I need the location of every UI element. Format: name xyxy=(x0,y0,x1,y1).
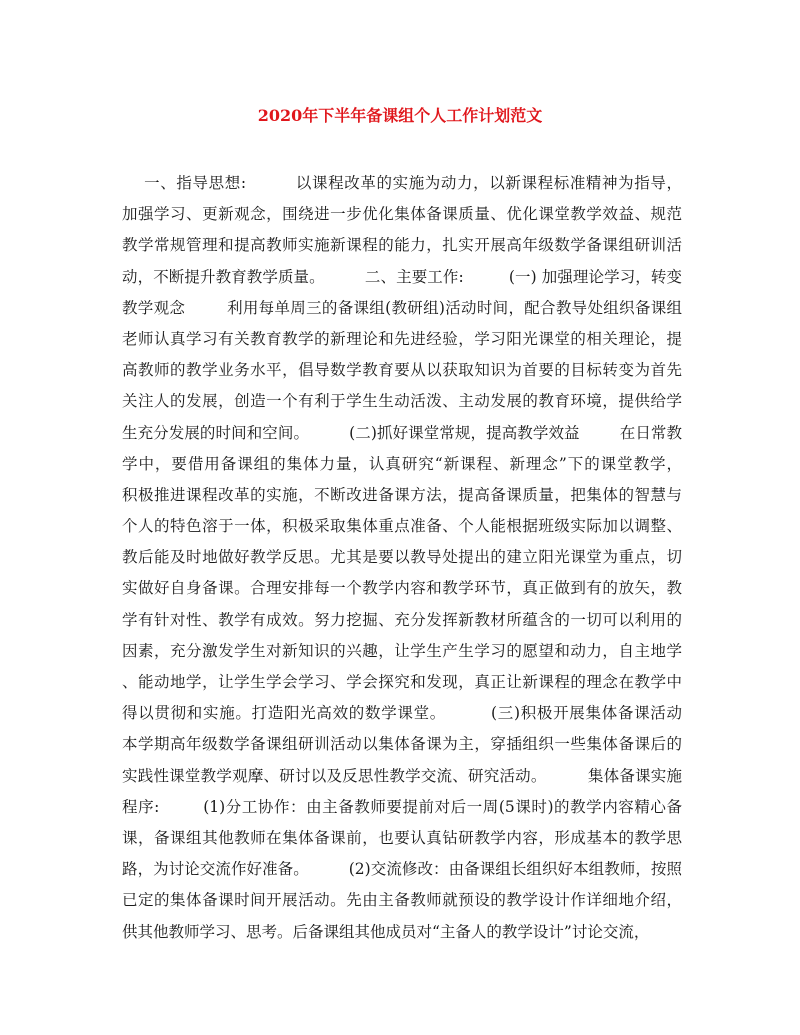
paragraph-line: 教学观念 利用每单周三的备课组(教研组)活动时间，配合教导处组织备课组 xyxy=(122,298,682,317)
paragraph-line: 学有针对性、教学有成效。努力挖掘、充分发挥新教材所蕴含的一切可以利用的 xyxy=(122,610,682,629)
paragraph-line: 动，不断提升教育教学质量。 二、主要工作: (一) 加强理论学习，转变 xyxy=(122,267,682,286)
paragraph-line: 老师认真学习有关教育教学的新理论和先进经验，学习阳光课堂的相关理论，提 xyxy=(122,329,682,348)
paragraph-line: 已定的集体备课时间开展活动。先由主备教师就预设的教学设计作详细地介绍， xyxy=(122,891,682,910)
paragraph-line: 本学期高年级数学备课组研训活动以集体备课为主，穿插组织一些集体备课后的 xyxy=(122,735,682,754)
paragraph-line: 积极推进课程改革的实施，不断改进备课方法，提高备课质量，把集体的智慧与 xyxy=(122,485,682,504)
paragraph-line: 程序: (1)分工协作：由主备教师要提前对后一周(5课时)的教学内容精心备 xyxy=(122,797,682,816)
paragraph-line: 生充分发展的时间和空间。 (二)抓好课堂常规，提高教学效益 在日常教 xyxy=(122,423,682,442)
paragraph-line: 高教师的教学业务水平，倡导数学教育要从以获取知识为首要的目标转变为首先 xyxy=(122,361,682,380)
document-body xyxy=(122,168,682,948)
paragraph-line: 供其他教师学习、思考。后备课组其他成员对“主备人的教学设计”讨论交流， xyxy=(122,922,650,941)
paragraph-line: 关注人的发展，创造一个有利于学生生动活泼、主动发展的教育环境，提供给学 xyxy=(122,392,682,411)
paragraph-line: 因素，充分激发学生对新知识的兴趣，让学生产生学习的愿望和动力，自主地学 xyxy=(122,641,682,660)
paragraph-line: 个人的特色溶于一体，积极采取集体重点准备、个人能根据班级实际加以调整、 xyxy=(122,517,682,536)
paragraph-line: 一、指导思想: 以课程改革的实施为动力，以新课程标准精神为指导， xyxy=(122,174,682,192)
paragraph-line: 教学常规管理和提高教师实施新课程的能力，扎实开展高年级数学备课组研训活 xyxy=(122,236,682,255)
paragraph-line: 教后能及时地做好教学反思。尤其是要以教导处提出的建立阳光课堂为重点，切 xyxy=(122,548,682,567)
paragraph-line: 加强学习、更新观念，围绕进一步优化集体备课质量、优化课堂教学效益、规范 xyxy=(122,205,682,224)
paragraph-line: 课，备课组其他教师在集体备课前，也要认真钻研教学内容，形成基本的教学思 xyxy=(122,828,682,847)
paragraph-line: 、能动地学，让学生学会学习、学会探究和发现，真正让新课程的理念在教学中 xyxy=(122,673,682,691)
paragraph-line: 路，为讨论交流作好准备。 (2)交流修改：由备课组长组织好本组教师，按照 xyxy=(122,860,682,879)
paragraph-line: 得以贯彻和实施。打造阳光高效的数学课堂。 (三)积极开展集体备课活动 xyxy=(122,704,682,723)
paragraph-line: 实做好自身备课。合理安排每一个教学内容和教学环节，真正做到有的放矢，教 xyxy=(122,579,682,598)
paragraph-line: 学中，要借用备课组的集体力量，认真研究“新课程、新理念”下的课堂教学， xyxy=(122,454,682,473)
paragraph-line: 实践性课堂教学观摩、研讨以及反思性教学交流、研究活动。 集体备课实施 xyxy=(122,766,682,785)
document-title: 2020年下半年备课组个人工作计划范文 xyxy=(257,106,543,125)
